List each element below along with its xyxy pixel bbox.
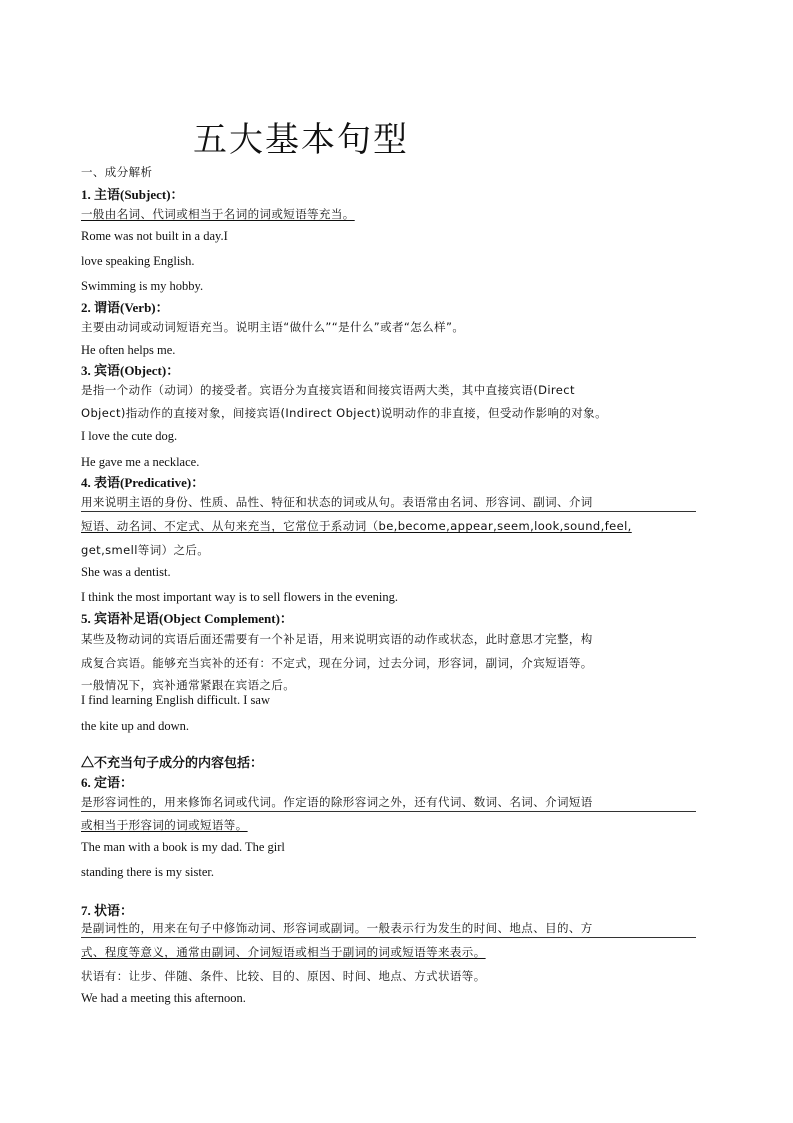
page-title: 五大基本句型 [193,120,409,160]
predicative-definition-3: get,smell等词）之后。 [81,543,210,557]
non-component-note: △不充当句子成分的内容包括： [81,755,264,770]
object-complement-definition-1: 某些及物动词的宾语后面还需要有一个补足语，用来说明宾语的动作或状态，此时意思才完整，构 [81,632,593,646]
object-complement-definition-3: 一般情况下，宾补通常紧跟在宾语之后。 [81,678,296,692]
attributive-example-1: The man with a book is my dad. The girl [81,840,285,854]
attributive-definition-1 [81,794,696,812]
object-heading: 3. 宾语(Object)： [81,363,180,378]
object-example-2: He gave me a necklace. [81,455,200,469]
predicative-heading: 4. 表语(Predicative)： [81,475,205,490]
subject-example-1: Rome was not built in a day.I [81,229,228,243]
object-example-1: I love the cute dog. [81,429,178,443]
section-intro: 一、成分解析 [81,165,153,179]
attributive-definition-2: 或相当于形容词的词或短语等。 [81,818,248,832]
verb-heading: 2. 谓语(Verb)： [81,300,169,315]
attributive-example-2: standing there is my sister. [81,865,214,879]
subject-heading: 1. 主语(Subject)： [81,187,184,202]
object-complement-heading: 5. 宾语补足语(Object Complement)： [81,611,293,626]
predicative-example-2: I think the most important way is to sell flowers in the evening. [81,590,398,604]
predicative-definition-2: 短语、动名词、不定式、从句来充当，它常位于系动词（be,become,appear,seem,look,sound,feel, [81,519,632,533]
subject-example-3: Swimming is my hobby. [81,279,204,293]
predicative-example-1: She was a dentist. [81,565,171,579]
subject-example-2: love speaking English. [81,254,195,268]
attributive-definition-1-text: 是形容词性的，用来修饰名词或代词。作定语的除形容词之外，还有代词、数词、名词、介词短语 [81,794,696,812]
attributive-heading: 6. 定语： [81,775,134,790]
object-complement-definition-2: 成复合宾语。能够充当宾补的还有：不定式，现在分词，过去分词，形容词，副词，介宾短语等。 [81,656,593,670]
adverbial-example-1: We had a meeting this afternoon. [81,991,246,1005]
adverbial-definition-2: 式、程度等意义，通常由副词、介词短语或相当于副词的词或短语等来表示。 [81,945,486,959]
adverbial-definition-3: 状语有：让步、伴随、条件、比较、目的、原因、时间、地点、方式状语等。 [81,969,486,983]
adverbial-heading: 7. 状语： [81,903,134,918]
object-complement-example-2: the kite up and down. [81,719,189,733]
verb-definition: 主要由动词或动词短语充当。说明主语“做什么”“是什么”或者“怎么样”。 [81,320,465,334]
subject-definition: 一般由名词、代词或相当于名词的词或短语等充当。 [81,207,355,221]
object-complement-example-1: I find learning English difficult. I saw [81,693,270,707]
predicative-definition-1 [81,494,696,512]
verb-example-1: He often helps me. [81,343,176,357]
object-definition-2: Object)指动作的直接对象，间接宾语(Indirect Object)说明动作的非直接，但受动作影响的对象。 [81,406,607,420]
predicative-definition-1-text: 用来说明主语的身份、性质、品性、特征和状态的词或从句。表语常由名词、形容词、副词、介词 [81,494,696,512]
adverbial-definition-1-text: 是副词性的，用来在句子中修饰动词、形容词或副词。一般表示行为发生的时间、地点、目的、方 [81,920,696,938]
adverbial-definition-1 [81,920,696,938]
object-definition-1: 是指一个动作（动词）的接受者。宾语分为直接宾语和间接宾语两大类，其中直接宾语(Direct [81,383,575,397]
